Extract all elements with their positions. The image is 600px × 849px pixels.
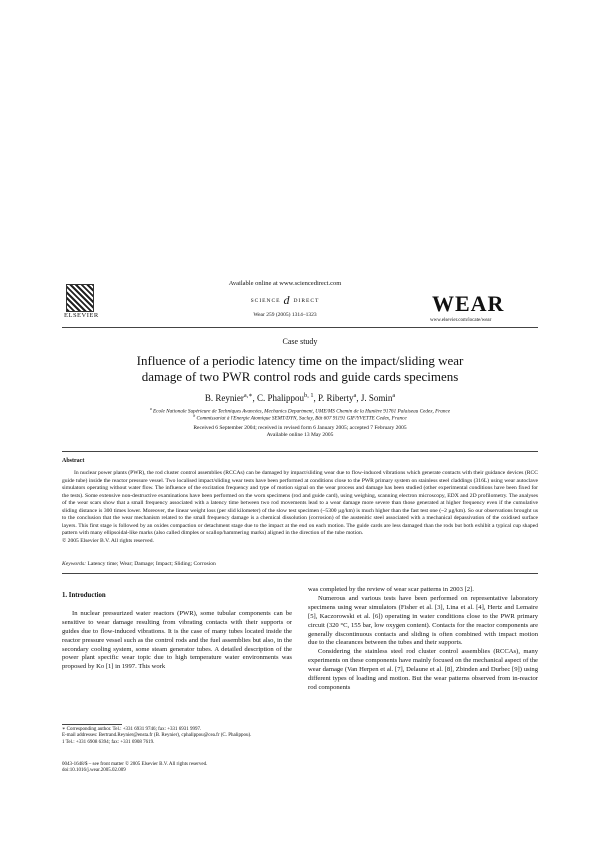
- title-line-2: damage of two PWR control rods and guide cards specimens: [141, 369, 459, 384]
- keywords-label: Keywords:: [62, 561, 87, 567]
- affiliation-a-text: Ecole Nationale Supérieure de Techniques Avancées, Mechanics Department, UME/MS Chemin de la Hunière 91761 Palaiseau Cedex, France: [153, 408, 451, 415]
- abstract-copyright: © 2005 Elsevier B.V. All rights reserved.: [62, 537, 154, 544]
- citation: Wear 259 (2005) 1314–1323: [253, 312, 317, 318]
- page-footer: [62, 762, 292, 775]
- affiliation-b-text: Commissariat à l'Energie Atomique SEMT/DYN, Saclay, Bât 607 91191 GIF/YVETTE Cedex, France: [196, 415, 407, 422]
- received-line: Received 6 September 2004; received in revised form 6 January 2005; accepted 7 February 2005: [193, 425, 407, 431]
- intro-paragraph-1-cont: was completed by the review of wear scar patterns in 2003 [2].: [308, 586, 474, 593]
- author-name: B. Reynier: [204, 393, 244, 403]
- abstract-bottom-rule: [62, 573, 538, 574]
- author-sup: a,∗: [243, 392, 253, 399]
- sd-at: d: [283, 293, 291, 307]
- available-online: Available online at www.sciencedirect.com: [228, 280, 342, 287]
- keywords: [62, 561, 538, 567]
- available-line: Available online 13 May 2005: [266, 432, 334, 438]
- article-type: Case study: [282, 337, 318, 346]
- affiliation-a: $^a$ Ecole Nationale Supérieure de Techniques Avancées, Mechanics Department, UME/MS Chemin de la Hunière 91761 Palaiseau Cedex, France: [149, 407, 451, 415]
- sciencedirect-logo: [195, 293, 375, 308]
- abstract-top-rule: [62, 451, 538, 452]
- affiliation-b: $^b$ Commissariat à l'Energie Atomique SEMT/DYN, Saclay, Bât 607 91191 GIF/YVETTE Cedex, France: [193, 414, 407, 422]
- abstract-body: [62, 470, 538, 545]
- abstract-heading: Abstract: [62, 458, 85, 464]
- intro-paragraph-3: Considering the stainless steel rod cluster control assemblies (RCCAs), many experiments on these components have mainly focused on the mechanical aspect of the wear damage (Van Herpen et al. [7], Delaune et al. [8], Zbinden and Durbec [9]) using different types of loading and motion. But the wear patterns observed from in-reactor rod components: [308, 648, 538, 691]
- title-line-1: Influence of a periodic latency time on the impact/sliding wear: [136, 353, 464, 368]
- author-list: B. Reynier$^{a,∗}$, C. Phalippou$^{b, 1}$, P. Riberty$^a$, J. Somin$^a$: [204, 392, 396, 403]
- footnote-email: E-mail addresses: Bertrand.Reynier@ensta.fr (B. Reynier), cphalippou@cea.fr (C. Phalippou).: [62, 733, 252, 739]
- intro-paragraph-1: In nuclear pressurized water reactors (PWR), some tubular components can be sensitive to wear damage resulting from vibrating contacts with their supports or guides due to flow-induced vibrations. It is the case of many tubes located inside the reactor pressure vessel such as the control rods and the fuel assemblies but also, in the secondary cooling system, some steam generator tubes. A detailed description of the power plant specific wear topic due to high temperature water environments was proposed by Ko [1] in 1997. This work: [62, 609, 292, 671]
- footnote-rule: [62, 724, 122, 725]
- footer-doi: doi:10.1016/j.wear.2005.02.009: [62, 768, 126, 774]
- journal-logo: WEAR: [432, 291, 505, 316]
- left-column: [62, 592, 292, 672]
- journal-url: www.elsevier.com/locate/wear: [430, 318, 492, 323]
- received-dates: [62, 425, 538, 439]
- elsevier-tree-logo: [66, 284, 94, 312]
- section-heading-introduction: 1. Introduction: [62, 592, 106, 599]
- elsevier-label: ELSEVIER: [64, 312, 99, 319]
- article-title: [90, 353, 510, 385]
- footnote-tel: 1 Tel.: +331 6908 6394; fax: +331 6908 7619.: [62, 739, 155, 745]
- sd-right: DIRECT: [293, 297, 320, 304]
- keywords-text: Latency time; Wear; Damage; Impact; Sliding; Corrosion: [87, 561, 216, 567]
- right-column: [308, 586, 538, 693]
- footer-issn: 0043-1648/$ – see front matter © 2005 Elsevier B.V. All rights reserved.: [62, 762, 208, 767]
- author-name: J. Somin: [360, 393, 393, 403]
- footnotes: [62, 727, 292, 746]
- author-sup: a: [392, 392, 396, 399]
- author-name: P. Riberty: [318, 393, 354, 403]
- header-rule: [62, 327, 538, 328]
- footnote-corresponding: ∗ Corresponding author. Tel.: +331 6931 9746; fax: +331 6931 9997.: [62, 727, 202, 732]
- author-sup: b, 1: [304, 392, 314, 399]
- sd-left: SCIENCE: [250, 297, 281, 304]
- author-sup: a: [353, 392, 357, 399]
- intro-paragraph-2: Numerous and various tests have been performed on representative laboratory specimens using wear simulators (Fisher et al. [3], Lina et al. [4], Hertz and Lemaire [5], Kaczorowski et al. [6]) operating in water conditions close to the PWR primary circuit (320 °C, 155 bar, low oxygen content). Contacts for the reactor components are generally discontinuous contacts and sliding is often combined with impact motion due to the clearances between the tubes and their supports.: [308, 594, 538, 647]
- author-name: C. Phalippou: [257, 393, 305, 403]
- abstract-text: In nuclear power plants (PWR), the rod cluster control assemblies (RCCAs) can be damaged by impact/sliding wear due to flow-induced vibrations which generate contacts with their guidance devices (RCC guide tube) inside the reactor pressure vessel. Two localised impact/sliding wear tests have been performed at conditions close to the PWR primary system on stainless steel claddings (316L) using wear autoclave simulators operating without water flow. The influence of the excitation frequency and type of motion signal on the wear process and damage has been studied (other experimental conditions have been fixed for the tests). Some extensive non-destructive examinations have been performed on the worn specimens (rod and guide card), using weighing, scanning electron microscopy, EDX and 2D profilometry. The analyses of the wear scars show that a small frequency associated with a latency time between two rod movements lead to a wear damage more severe than those generated at higher frequency even if the cumulative sliding distance is 300 times lower. Moreover, the linear weight loss (per slid kilometer) of the slow test specimen (~5300 µg/km) is much higher than the fast test one (~2 µg/km). So our observations brought us to the conclusion that the wear mechanism related to the small frequency damage is a chemical dissolution (corrosion) of the austenitic steel associated with a mechanical depassivation of the oxidised surface layers. This first stage is followed by an oxides compaction or detachment stage due to the impact at the end on each motion. The guide cards are less damaged than the rods but both exhibit a typical cup shaped pattern with many ellipsoidal-like marks (also called dimples or scallop/hammering marks) aligned in the direction of the tube motion.: [62, 470, 538, 536]
